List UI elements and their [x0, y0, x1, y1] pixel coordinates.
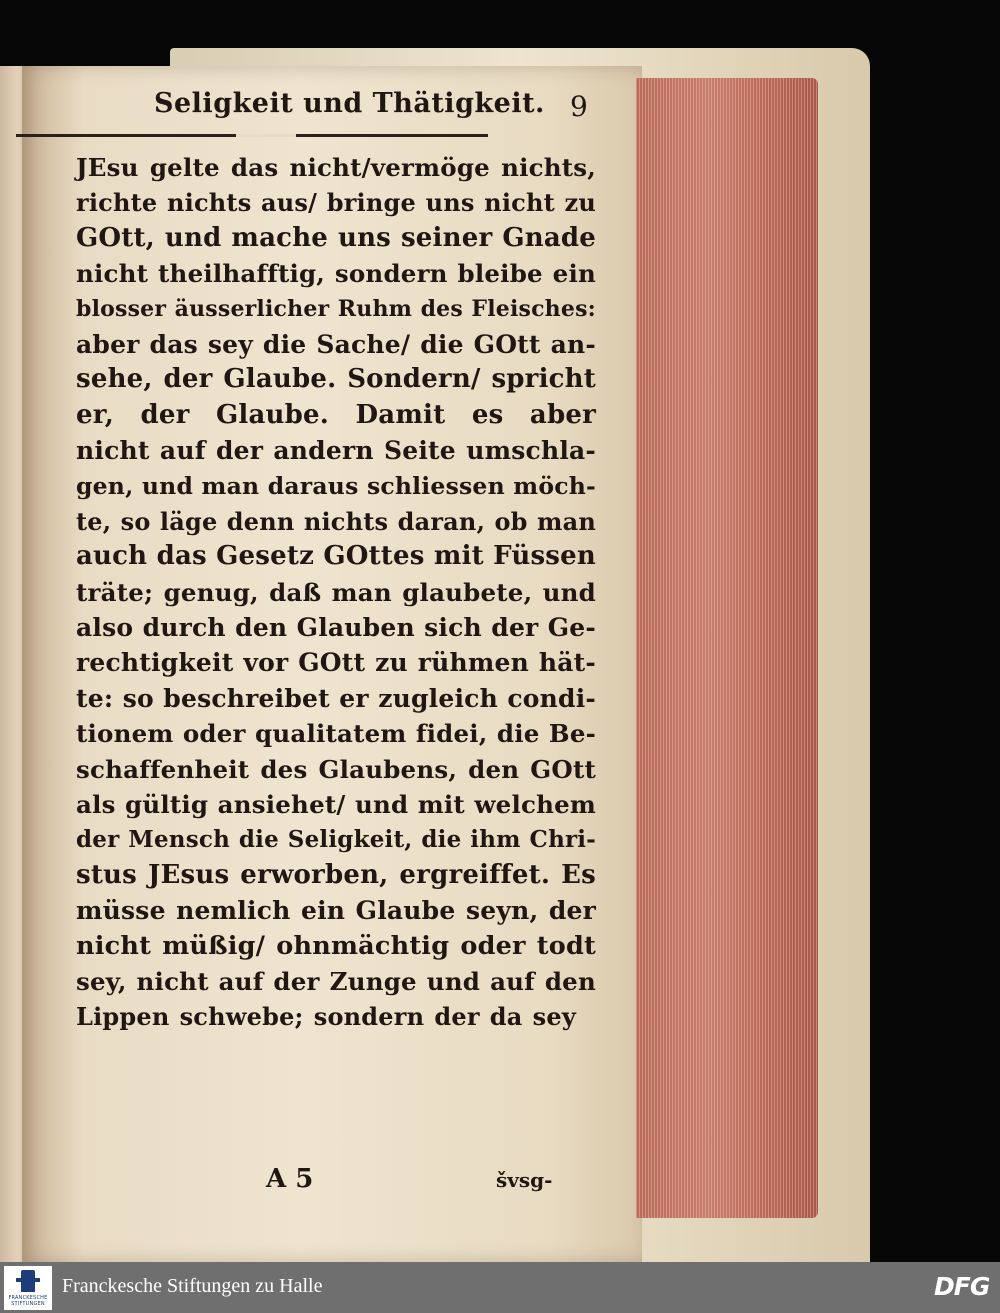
franckesche-stiftungen-logo: [4, 1266, 52, 1310]
running-head: [76, 84, 596, 128]
logo-text: FRANCKESCHE STIFTUNGEN: [8, 1295, 48, 1307]
text-line: also durch den Glauben sich der Ge-: [76, 613, 596, 643]
institution-name: Franckesche Stiftungen zu Halle: [62, 1275, 323, 1297]
text-line: als gültig ansiehet/ und mit welchem: [76, 790, 596, 820]
text-line: sehe, der Glaube. Sondern/ spricht: [76, 364, 596, 395]
signature-line: [76, 1164, 596, 1196]
building-icon: [21, 1270, 35, 1292]
text-line: nicht auf der andern Seite umschla-: [76, 436, 596, 466]
text-line: Lippen schwebe; sondern der da sey: [76, 1002, 576, 1032]
page-text-block: [76, 84, 596, 1194]
text-line: gen, und man daraus schliessen möch-: [76, 471, 596, 500]
text-line: rechtigkeit vor GOtt zu rühmen hät-: [76, 648, 596, 678]
text-line: auch das Gesetz GOttes mit Füssen: [76, 541, 596, 572]
body-text: [76, 150, 596, 1035]
footer-bar: [0, 1262, 1000, 1313]
text-line: schaffenheit des Glaubens, den GOtt: [76, 754, 596, 784]
catchword: švsg-: [496, 1168, 553, 1192]
text-line: sey, nicht auf der Zunge und auf den: [76, 966, 596, 996]
text-line: träte; genug, daß man glaubete, und: [76, 577, 596, 607]
text-line: GOtt, und mache uns seiner Gnade: [76, 222, 596, 253]
text-line: er, der Glaube. Damit es aber: [76, 399, 596, 430]
text-line: JEsu gelte das nicht/vermöge nichts,: [76, 153, 596, 182]
text-line: richte nichts aus/ bringe uns nicht zu: [76, 188, 596, 218]
text-line: der Mensch die Seligkeit, die ihm Chri-: [76, 826, 596, 854]
running-title: Seligkeit und Thätigkeit.: [154, 88, 545, 119]
dfg-logo: DFG: [934, 1272, 990, 1301]
page-number: 9: [570, 90, 589, 123]
red-page-edges: [636, 78, 818, 1218]
text-line: te, so läge denn nichts daran, ob man: [76, 506, 596, 536]
head-rule-gap: [236, 134, 296, 137]
text-line: stus JEsus erworben, ergreiffet. Es: [76, 859, 596, 890]
text-line: te: so beschreibet er zugleich condi-: [76, 683, 596, 713]
text-line: blosser äusserlicher Ruhm des Fleisches:: [76, 295, 596, 322]
text-line: nicht theilhafftig, sondern bleibe ein: [76, 259, 596, 289]
text-line: tionem oder qualitatem fidei, die Be-: [76, 719, 596, 749]
text-line: nicht müßig/ ohnmächtig oder todt: [76, 930, 596, 961]
text-line: müsse nemlich ein Glaube seyn, der: [76, 896, 596, 926]
text-line: aber das sey die Sache/ die GOtt an-: [76, 329, 596, 359]
signature-mark: A 5: [266, 1164, 314, 1194]
